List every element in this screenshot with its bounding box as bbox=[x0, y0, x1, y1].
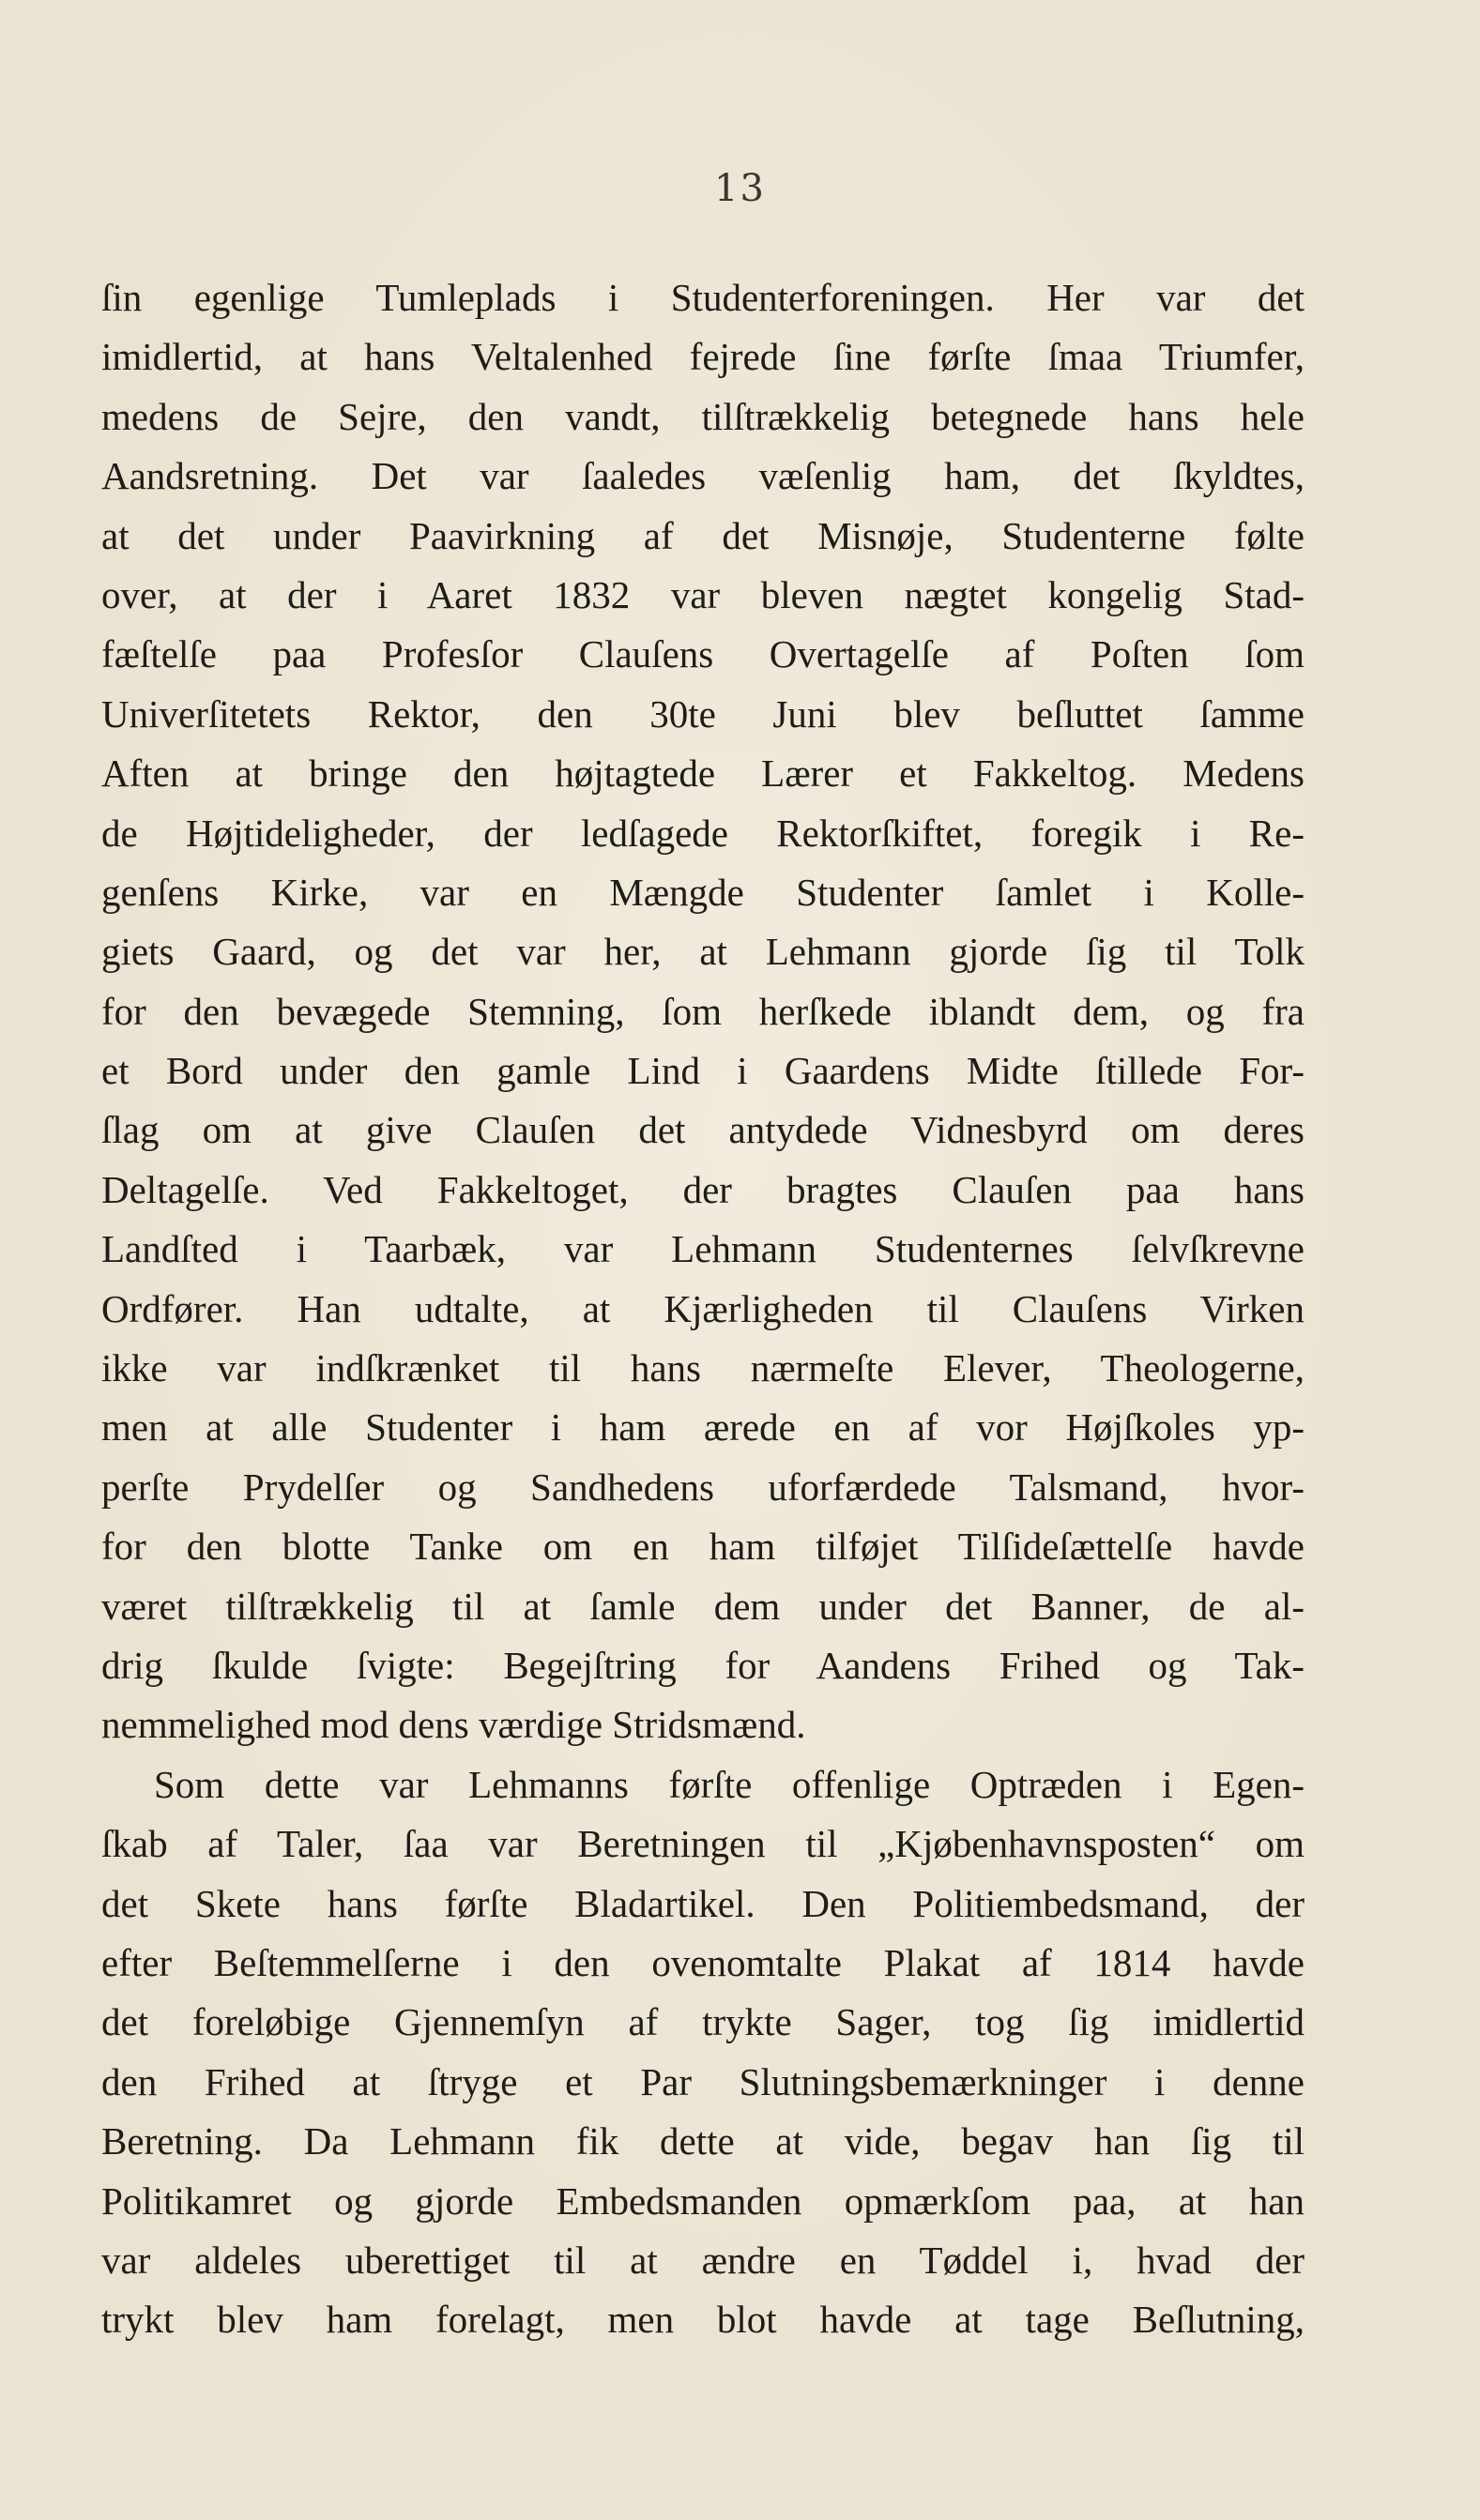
text-line: det Skete hans førſte Bladartikel. Den Politiembedsmand, der bbox=[101, 1881, 1305, 1925]
text-line: fæſtelſe paa Profesſor Clauſens Overtagelſe af Poſten ſom bbox=[101, 632, 1305, 676]
text-line: ſlag om at give Clauſen det antydede Vidnesbyrd om deres bbox=[101, 1108, 1305, 1152]
text-line: Aandsretning. Det var ſaaledes væſenlig ham, det ſkyldtes, bbox=[101, 454, 1305, 498]
text-line: genſens Kirke, var en Mængde Studenter ſamlet i Kolle- bbox=[101, 870, 1305, 914]
body-text bbox=[101, 268, 1305, 2350]
text-line: men at alle Studenter i ham ærede en af vor Højſkoles yp- bbox=[101, 1405, 1305, 1450]
text-line: Politikamret og gjorde Embedsmanden opmærkſom paa, at han bbox=[101, 2178, 1305, 2223]
text-line: perſte Prydelſer og Sandhedens uforfærdede Talsmand, hvor- bbox=[101, 1465, 1305, 1509]
paragraph-2 bbox=[101, 1755, 1305, 2350]
text-line: de Højtideligheder, der ledſagede Rektorſkiftet, foregik i Re- bbox=[101, 811, 1305, 855]
text-line: Beretning. Da Lehmann fik dette at vide, begav han ſig til bbox=[101, 2119, 1305, 2163]
text-line: det foreløbige Gjennemſyn af trykte Sager, tog ſig imidlertid bbox=[101, 2000, 1305, 2044]
text-line: giets Gaard, og det var her, at Lehmann gjorde ſig til Tolk bbox=[101, 930, 1305, 974]
text-line: ſkab af Taler, ſaa var Beretningen til „Kjøbenhavnsposten“ om bbox=[101, 1822, 1305, 1866]
text-line: at det under Paavirkning af det Misnøje, Studenterne følte bbox=[101, 513, 1305, 557]
text-line: Landſted i Taarbæk, var Lehmann Studenternes ſelvſkrevne bbox=[101, 1227, 1305, 1271]
text-line: Ordfører. Han udtalte, at Kjærligheden til Clauſens Virken bbox=[101, 1286, 1305, 1330]
paragraph-1 bbox=[101, 268, 1305, 1755]
text-line: ſin egenlige Tumleplads i Studenterforeningen. Her var det bbox=[101, 276, 1305, 319]
text-line: den Frihed at ſtryge et Par Slutningsbemærkninger i denne bbox=[101, 2059, 1305, 2103]
text-line: medens de Sejre, den vandt, tilſtrækkelig betegnede hans hele bbox=[101, 394, 1305, 438]
text-line: Som dette var Lehmanns førſte offenlige Optræden i Egen- bbox=[154, 1762, 1305, 1806]
text-line: trykt blev ham forelagt, men blot havde at tage Beſlutning, bbox=[101, 2298, 1305, 2342]
page-number: 13 bbox=[714, 167, 766, 210]
text-line: efter Beſtemmelſerne i den ovenomtalte Plakat af 1814 havde bbox=[101, 1940, 1305, 1984]
text-line: for den bevægede Stemning, ſom herſkede iblandt dem, og fra bbox=[101, 989, 1305, 1033]
text-line: var aldeles uberettiget til at ændre en Tøddel i, hvad der bbox=[101, 2238, 1305, 2282]
text-line: ikke var indſkrænket til hans nærmeſte Elever, Theologerne, bbox=[101, 1346, 1305, 1390]
text-line: Aften at bringe den højtagtede Lærer et Fakkeltog. Medens bbox=[101, 751, 1305, 796]
text-line: et Bord under den gamle Lind i Gaardens Midte ſtillede For- bbox=[101, 1049, 1305, 1093]
text-line: drig ſkulde ſvigte: Begejſtring for Aandens Frihed og Tak- bbox=[101, 1643, 1305, 1687]
text-line: Deltagelſe. Ved Fakkeltoget, der bragtes Clauſen paa hans bbox=[101, 1167, 1305, 1211]
text-line: nemmelighed mod dens værdige Stridsmænd. bbox=[101, 1703, 806, 1747]
text-line: for den blotte Tanke om en ham tilføjet Tilſideſættelſe havde bbox=[101, 1525, 1305, 1569]
text-line: været tilſtrækkelig til at ſamle dem under det Banner, de al- bbox=[101, 1584, 1305, 1628]
text-line: imidlertid, at hans Veltalenhed fejrede ſine førſte ſmaa Triumfer, bbox=[101, 335, 1305, 379]
text-line: Univerſitetets Rektor, den 30te Juni blev beſluttet ſamme bbox=[101, 691, 1305, 736]
text-line: over, at der i Aaret 1832 var bleven nægtet kongelig Stad- bbox=[101, 572, 1305, 616]
